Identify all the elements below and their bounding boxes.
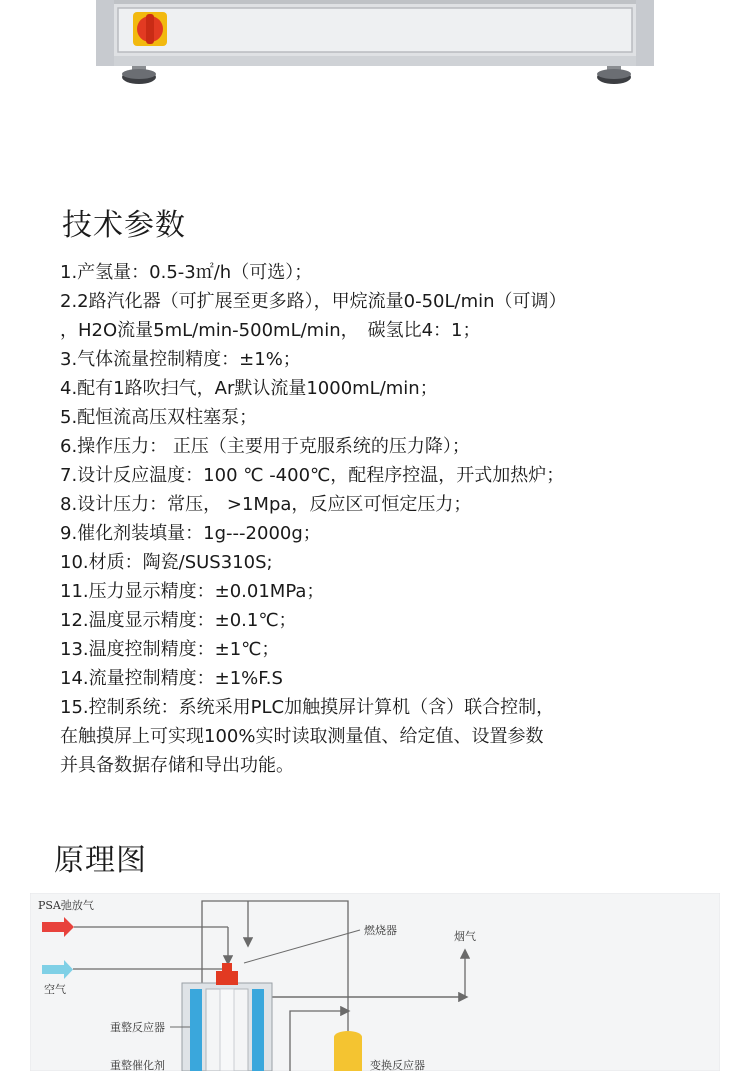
cabinet-left-frame [96,0,114,66]
label-shift-reactor: 变换反应器 [370,1059,425,1071]
cabinet-foot-left [122,66,156,84]
spec-item: 1.产氢量：0.5-3㎡/h（可选）； [60,262,313,283]
label-psa-gas: PSA弛放气 [38,899,94,912]
spec-item: 2.2路汽化器（可扩展至更多路），甲烷流量0-50L/min（可调） [60,291,567,312]
label-reform-catalyst: 重整催化剂 [110,1059,165,1071]
principle-diagram [30,893,720,1071]
spec-item: 6.操作压力： 正压（主要用于克服系统的压力降）； [60,436,470,457]
spec-item: 5.配恒流高压双柱塞泵； [60,407,258,428]
drawer-panel [118,8,632,52]
equipment-photo [0,0,750,110]
cabinet-right-frame [636,0,654,66]
spec-item: 在触摸屏上可实现100%实时读取测量值、给定值、设置参数 [60,726,544,747]
rotary-switch-icon [133,12,167,46]
label-reformer: 重整反应器 [110,1021,165,1034]
spec-item: 14.流量控制精度：±1%F.S [60,668,283,689]
shift-reactor-icon [334,1031,362,1071]
cabinet-base-rail [114,56,636,66]
spec-item: 12.温度显示精度：±0.1℃； [60,610,297,631]
cabinet-top-rail [114,0,636,4]
spec-item: 并具备数据存储和导出功能。 [60,755,294,776]
principle-section-title: 原理图 [54,843,147,878]
spec-item: 4.配有1路吹扫气，Ar默认流量1000mL/min； [60,378,438,399]
spec-item: ，H2O流量5mL/min-500mL/min， 碳氢比4：1； [60,320,481,341]
spec-item: 3.气体流量控制精度：±1%； [60,349,301,370]
spec-item: 9.催化剂装填量：1g---2000g； [60,523,321,544]
diagram-background [30,893,720,1071]
spec-item: 15.控制系统：系统采用PLC加触摸屏计算机（含）联合控制， [60,697,555,718]
cabinet-foot-right [597,66,631,84]
spec-item: 7.设计反应温度：100 ℃ -400℃，配程序控温，开式加热炉； [60,465,565,486]
reformer-reactor [182,983,272,1071]
label-air: 空气 [44,983,66,996]
spec-section-title: 技术参数 [62,208,186,243]
spec-item: 13.温度控制精度：±1℃； [60,639,280,660]
label-burner: 燃烧器 [364,924,397,937]
spec-item: 10.材质：陶瓷/SUS310S; [60,552,273,573]
spec-item: 11.压力显示精度：±0.01MPa； [60,581,325,602]
spec-item: 8.设计压力：常压， >1Mpa，反应区可恒定压力； [60,494,472,515]
spec-list [60,258,740,780]
label-flue-gas: 烟气 [454,930,476,943]
